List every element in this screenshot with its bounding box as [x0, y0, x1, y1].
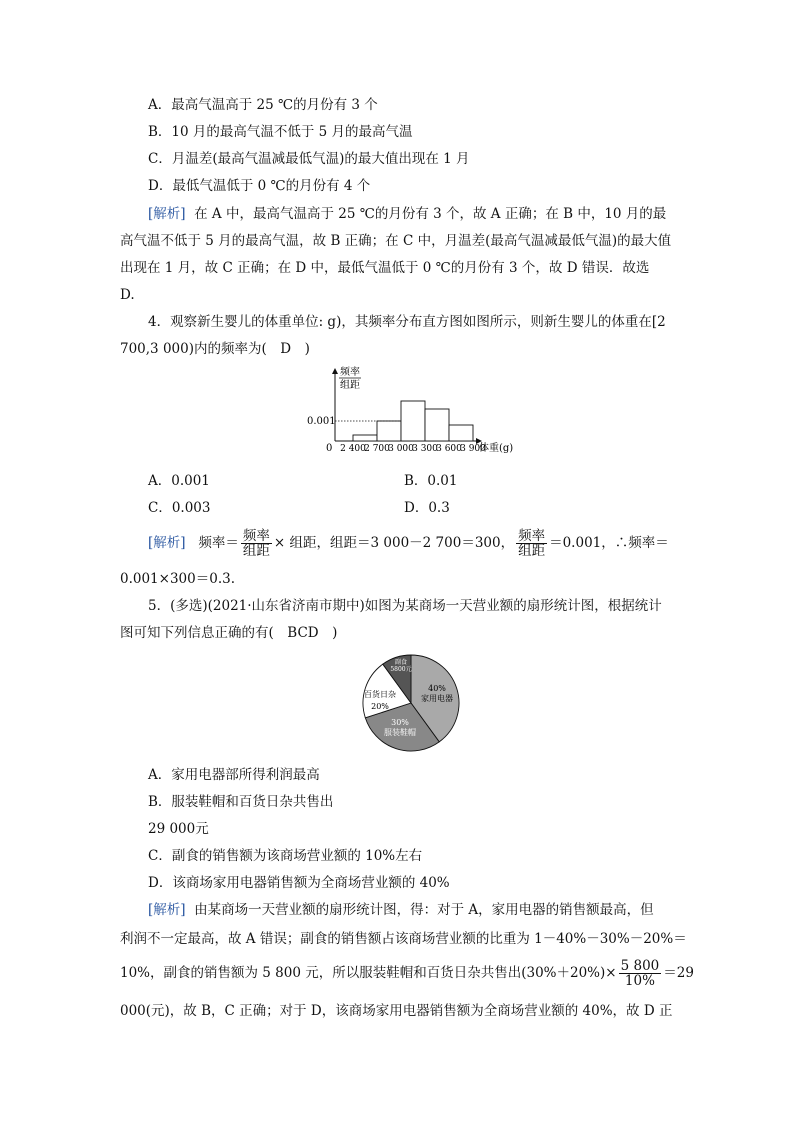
q5-option-c: C．副食的销售额为该商场营业额的 10%左右 — [148, 848, 423, 864]
hist-bar — [425, 409, 449, 441]
q5-option-a: A．家用电器部所得利润最高 — [148, 767, 320, 783]
hist-origin: 0 — [326, 443, 333, 454]
pie-label-clothing: 服装鞋帽 — [384, 728, 416, 737]
hist-x-tick: 3 300 — [412, 444, 438, 454]
q5-option-b: B．服装鞋帽和百货日杂共售出 — [148, 794, 334, 810]
q4-fraction-2: $\frac{\text{频率}}{\text{组距}}$ — [518, 528, 546, 559]
pie-label-clothing-pct: 30% — [391, 718, 409, 727]
q5-option-d: D．该商场家用电器销售额为全商场营业额的 40% — [148, 875, 450, 891]
pie-label-goods-pct: 20% — [371, 702, 389, 711]
q3-explanation-line3: 出现在 1 月，故 C 正确；在 D 中，最低气温低于 0 ℃的月份有 3 个，故 D 错误．故选 — [120, 260, 650, 276]
hist-bar — [377, 421, 401, 441]
q4-explanation-tag: [解析] — [148, 535, 186, 551]
hist-x-tick: 3 600 — [436, 444, 462, 454]
hist-ylabel-bottom: 组距 — [340, 380, 360, 391]
q5-fraction: $\frac{5 800}{10\%}$ — [620, 958, 660, 989]
q3-explanation-tag: [解析] — [148, 206, 186, 222]
q4-stem-line2: 700,3 000)内的频率为( D ) — [120, 341, 310, 357]
q5-explanation-line4: 000(元)，故 B，C 正确；对于 D，该商场家用电器销售额为全商场营业额的 40%，故 D 正 — [120, 1003, 673, 1019]
q4-option-a: A．0.001 — [148, 473, 210, 489]
hist-x-tick: 2 400 — [340, 444, 366, 454]
pie-label-goods: 百货日杂 — [364, 690, 396, 699]
q5-stem-line1: 5．(多选)(2021·山东省济南市期中)如图为某商场一天营业额的扇形统计图，根据统计 — [148, 598, 662, 614]
pie-label-food: 副食 — [394, 659, 408, 666]
hist-ylabel-top: 频率 — [340, 367, 360, 378]
q3-option-b: B．10 月的最高气温不低于 5 月的最高气温 — [148, 124, 413, 140]
q4-stem-line1: 4．观察新生婴儿的体重单位: g)，其频率分布直方图如图所示，则新生婴儿的体重在[2 — [148, 314, 666, 330]
hist-x-tick: 3 900 — [460, 444, 486, 454]
pie-label-appliance-pct: 40% — [428, 684, 446, 693]
q4-explanation-line1: [解析] 频率＝ $\frac{\text{频率}}{\text{组距}}$ × 组距，组距＝3 000－2 700＝300， $\frac{\text{频率}}{\text{组距}}$ ＝0.001，∴频率＝ — [148, 528, 669, 559]
q3-explanation-line2: 高气温不低于 5 月的最高气温，故 B 正确；在 C 中，月温差(最高气温减最低气温)的最大值 — [120, 233, 672, 249]
pie-label-appliance: 家用电器 — [421, 694, 453, 703]
q3-option-c: C．月温差(最高气温减最低气温)的最大值出现在 1 月 — [148, 151, 470, 167]
q4-fraction-1: $\frac{\text{频率}}{\text{组距}}$ — [242, 528, 270, 559]
hist-bar — [401, 401, 425, 441]
q4-option-d: D．0.3 — [404, 500, 450, 516]
hist-bar — [353, 435, 377, 441]
hist-xlabel: 体重(g) — [479, 443, 514, 454]
q4-option-b: B．0.01 — [404, 473, 458, 489]
hist-x-tick: 2 700 — [364, 444, 390, 454]
q3-option-d: D．最低气温低于 0 ℃的月份有 4 个 — [148, 178, 371, 194]
q5-stem-line2: 图可知下列信息正确的有( BCD ) — [120, 625, 338, 641]
pie-chart — [355, 653, 467, 753]
q3-explanation-line4: D. — [120, 287, 135, 303]
q5-explanation-line3: 10%，副食的销售额为 5 800 元，所以服装鞋帽和百货日杂共售出(30%＋20%)× $\frac{5 800}{10\%}$ ＝29 — [120, 958, 694, 989]
q4-option-c: C．0.003 — [148, 500, 211, 516]
q5-explanation-line2: 利润不一定最高，故 A 错误；副食的销售额占该商场营业额的比重为 1－40%－30%－20%＝ — [120, 931, 687, 947]
q3-explanation-line1: [解析] 在 A 中，最高气温高于 25 ℃的月份有 3 个，故 A 正确；在 B 中，10 月的最 — [148, 206, 667, 222]
q4-explanation-line2: 0.001×300＝0.3. — [120, 571, 235, 587]
hist-bar — [449, 425, 473, 441]
q5-option-b-cont: 29 000元 — [148, 821, 209, 837]
q5-explanation-tag: [解析] — [148, 902, 186, 918]
frequency-histogram — [305, 365, 535, 457]
pie-label-food-amount: 5800元 — [390, 666, 412, 673]
hist-y-tick: 0.001 — [307, 416, 336, 427]
q3-option-a: A．最高气温高于 25 ℃的月份有 3 个 — [148, 97, 378, 113]
q5-explanation-line1: [解析] 由某商场一天营业额的扇形统计图，得：对于 A，家用电器的销售额最高，但 — [148, 902, 654, 918]
hist-x-tick: 3 000 — [388, 444, 414, 454]
